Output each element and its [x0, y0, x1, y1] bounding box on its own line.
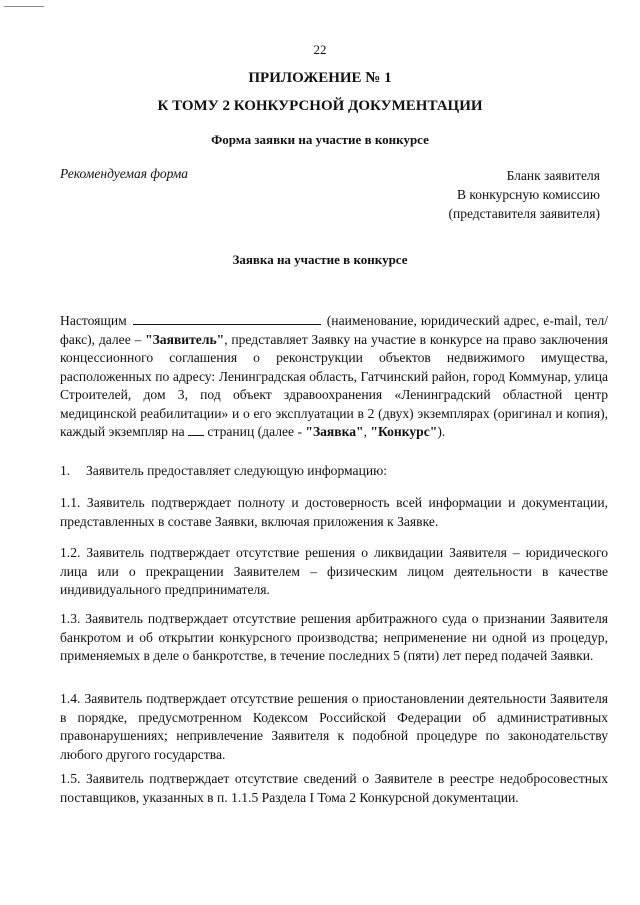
- intro-part4: ).: [437, 424, 446, 439]
- intro-comma: ,: [363, 424, 371, 439]
- item-1-3: 1.3. Заявитель подтверждает отсутствие решения арбитражного суда о признании Заявителя банкротом и об открытии конкурсного производства; неприменение ни одной из процедур, применяемых в деле о банкротстве, в течение последних 5 (пяти) лет перед подачей Заявки.: [60, 611, 608, 663]
- item-1-2: 1.2. Заявитель подтверждает отсутствие решения о ликвидации Заявителя – юридического лица или о прекращении Заявителем – физическим лицом деятельности в качестве индивидуального предпринимателя.: [60, 545, 608, 597]
- addressee-line: В конкурсную комиссию: [457, 187, 600, 202]
- addressee-line: Бланк заявителя: [506, 168, 600, 183]
- intro-part3: страниц (далее -: [204, 424, 306, 439]
- contest-term: "Конкурс": [370, 424, 438, 439]
- item-1-number: 1.: [60, 463, 71, 478]
- item-1-4: 1.4. Заявитель подтверждает отсутствие решения о приостановлении деятельности Заявителя в порядке, предусмотренном Кодексом Российской Федерации об административных правонарушениях; непривлечение Заявителя к подобной процедуре по законодательству любого другого государства.: [60, 691, 608, 762]
- page-number: 22: [313, 42, 327, 57]
- item-1-1: 1.1. Заявитель подтверждает полноту и достоверность всей информации и документации, представленных в составе Заявки, включая приложения к Заявке.: [60, 495, 608, 529]
- addressee-block: [449, 166, 600, 223]
- intro-paragraph: [60, 312, 608, 442]
- application-term: "Заявка": [305, 424, 364, 439]
- intro-hereby: Настоящим: [60, 313, 127, 328]
- volume-heading: К ТОМУ 2 КОНКУРСНОЙ ДОКУМЕНТАЦИИ: [157, 98, 483, 114]
- item-1: [60, 462, 608, 481]
- form-title: Форма заявки на участие в конкурсе: [211, 132, 429, 147]
- addressee-line: (представителя заявителя): [448, 206, 600, 221]
- recommended-form-label: Рекомендуемая форма: [60, 166, 189, 181]
- name-blank-line[interactable]: [133, 312, 321, 325]
- pages-blank-line[interactable]: [188, 423, 204, 436]
- intro-part2: , представляет Заявку на участие в конкурсе на право заключения концессионного соглашения о реконструкции объектов недвижимого имущества, расположенных по адресу: Ленинградская область, Гатчинский район, город Коммунар, улица Строителей, дом 3, под объект здравоохранения «Ленинградский областной центр медицинской реабилитации» и о его эксплуатации в 2 (двух) экземплярах (оригинал и копия), каждый экземпляр на: [60, 331, 608, 439]
- item-1-text: Заявитель предоставляет следующую информацию:: [86, 463, 388, 478]
- item-1-5: 1.5. Заявитель подтверждает отсутствие сведений о Заявителе в реестре недобросовестных поставщиков, указанных в п. 1.1.5 Раздела I Тома 2 Конкурсной документации.: [60, 771, 608, 805]
- intro-part1: (наименование, юридический адрес, e-mail, тел/факс), далее –: [60, 313, 608, 347]
- appendix-heading: ПРИЛОЖЕНИЕ № 1: [248, 70, 392, 86]
- scan-corner-mark: [4, 6, 44, 7]
- application-title: Заявка на участие в конкурсе: [232, 252, 408, 267]
- applicant-term: "Заявитель": [145, 331, 225, 347]
